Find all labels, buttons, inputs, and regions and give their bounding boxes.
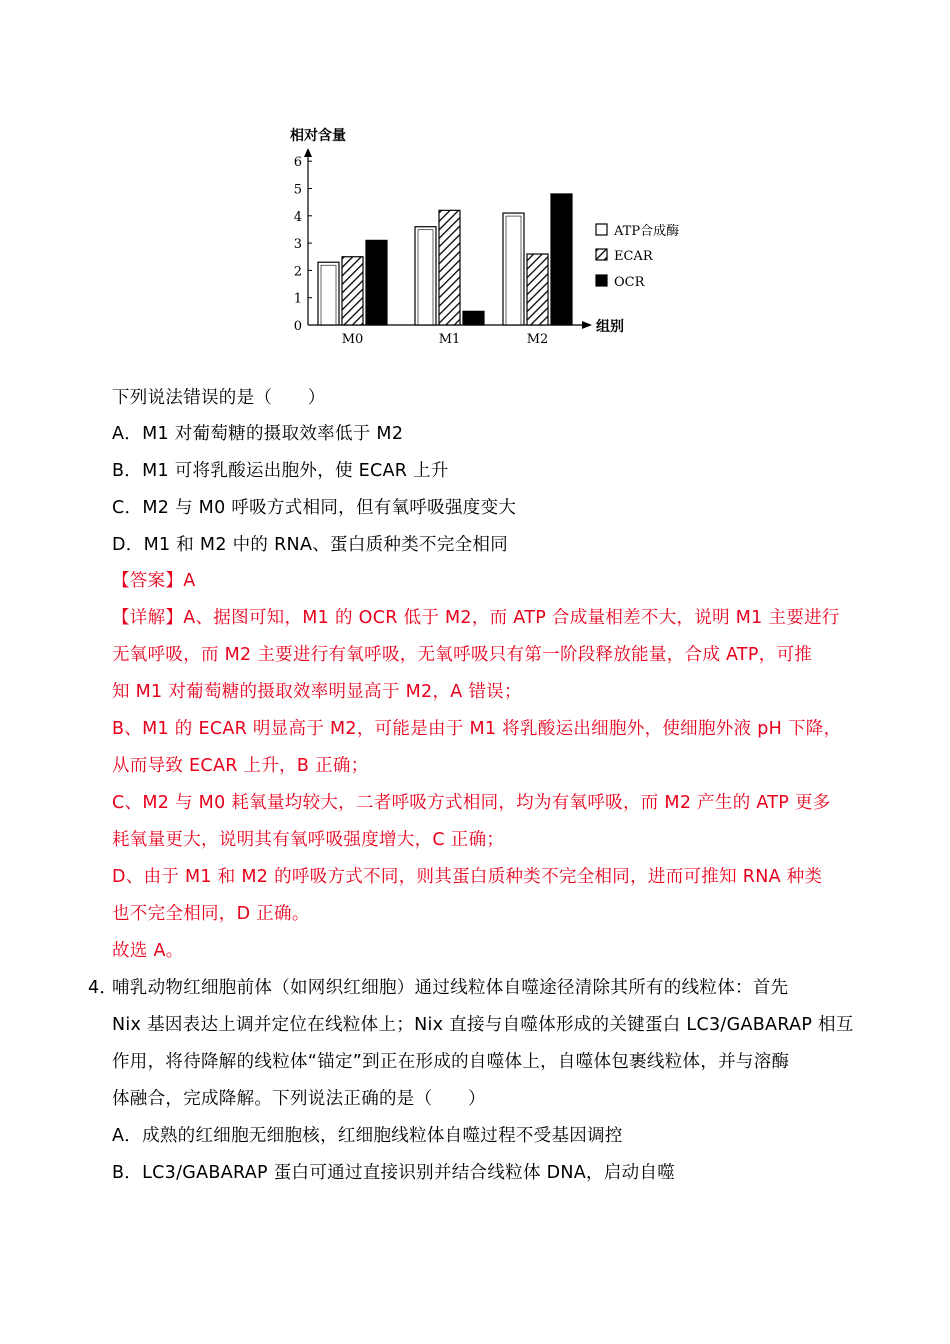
explanation-line: 从而导致 ECAR 上升，B 正确； [112,756,369,776]
option-d: D．M1 和 M2 中的 RNA、蛋白质种类不完全相同 [112,535,509,555]
legend-label: OCR [614,275,645,290]
legend-label: ATP合成酶 [614,224,680,239]
question-stem: 下列说法错误的是（ ） [112,388,326,408]
option-a: A．M1 对葡萄糖的摄取效率低于 M2 [112,424,404,444]
bar [342,257,363,325]
question-number: 4． [88,978,118,998]
y-tick-label: 1 [293,291,302,307]
explanation-line: 耗氧量更大，说明其有氧呼吸强度增大，C 正确； [112,830,505,850]
y-tick-label: 3 [293,237,302,253]
answer: 【答案】A [112,571,196,591]
explanation-line: 【详解】A、据图可知，M1 的 OCR 低于 M2，而 ATP 合成量相差不大，说明 M1 主要进行 [112,608,840,628]
option-c: C．M2 与 M0 呼吸方式相同，但有氧呼吸强度变大 [112,498,517,518]
option-b: B．LC3/GABARAP 蛋白可通过直接识别并结合线粒体 DNA，启动自噬 [112,1163,676,1183]
bar [527,254,548,325]
explanation-line: 无氧呼吸，而 M2 主要进行有氧呼吸，无氧呼吸只有第一阶段释放能量，合成 ATP，可推 [112,645,813,665]
y-tick-label: 5 [293,182,302,198]
bar-chart [270,118,710,358]
legend-swatch [596,224,607,235]
bar [551,194,572,325]
x-tick-label: M0 [341,332,364,347]
bars [318,194,572,347]
explanation-line: B、M1 的 ECAR 明显高于 M2，可能是由于 M1 将乳酸运出细胞外，使细胞外液 pH 下降， [112,719,842,739]
y-tick-label: 6 [293,155,302,171]
question-stem-line: 哺乳动物红细胞前体（如网织红细胞）通过线粒体自噬途径清除其所有的线粒体：首先 [112,978,789,998]
question-stem-line: 作用，将待降解的线粒体“锚定”到正在形成的自噬体上，自噬体包裹线粒体，并与溶酶 [112,1052,790,1072]
y-tick-label: 0 [293,319,302,334]
y-tick-label: 4 [293,209,302,225]
option-a: A．成熟的红细胞无细胞核，红细胞线粒体自噬过程不受基因调控 [112,1126,623,1146]
x-axis-arrow [582,321,592,329]
explanation-line: C、M2 与 M0 耗氧量均较大，二者呼吸方式相同，均为有氧呼吸，而 M2 产生的 ATP 更多 [112,793,831,813]
legend-swatch [596,275,607,286]
explanation-line: 也不完全相同，D 正确。 [112,904,310,924]
question-stem-line: 体融合，完成降解。下列说法正确的是（ ） [112,1089,486,1109]
x-axis-label: 组别 [596,319,624,335]
explanation-line: 知 M1 对葡萄糖的摄取效率明显高于 M2，A 错误； [112,682,522,702]
bar [463,311,484,325]
explanation-line: D、由于 M1 和 M2 的呼吸方式不同，则其蛋白质种类不完全相同，进而可推知 RNA 种类 [112,867,823,887]
y-tick-label: 2 [293,264,302,280]
y-axis-label: 相对含量 [290,128,346,144]
explanation-line: 故选 A。 [112,941,184,961]
bar [366,240,387,325]
y-axis-arrow [304,148,312,157]
legend-label: ECAR [614,249,653,264]
x-tick-label: M1 [438,332,461,347]
legend [596,223,679,290]
question-stem-line: Nix 基因表达上调并定位在线粒体上；Nix 直接与自噬体形成的关键蛋白 LC3/GABARAP 相互 [112,1015,854,1035]
legend-swatch [596,249,607,260]
x-tick-label: M2 [526,332,549,347]
option-b: B．M1 可将乳酸运出胞外，使 ECAR 上升 [112,461,449,481]
chart-svg [270,118,710,358]
bar [439,210,460,325]
